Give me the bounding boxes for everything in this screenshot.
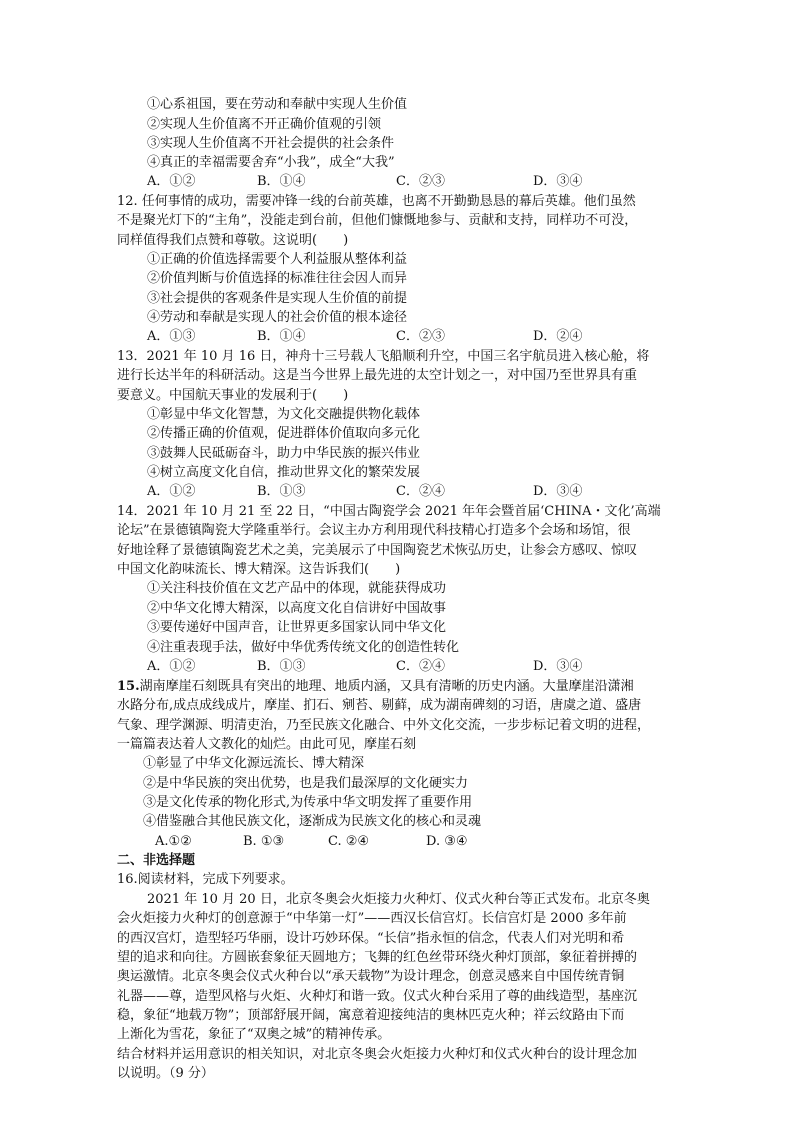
q16-material-line-2: 会火炬接力火种灯的创意源于“中华第一灯”——西汉长信宫灯。长信宫灯是 2000 多年前 bbox=[117, 911, 627, 926]
q13-option-4: ④树立高度文化自信，推动世界文化的繁荣发展 bbox=[147, 465, 421, 480]
q13-option-1: ①彰显中华文化智慧，为文化交融提供物化载体 bbox=[147, 407, 421, 422]
q13-stem-line-1: 13．2021 年 10 月 16 日，神舟十三号载人飞船顺利升空，中国三名宇航员进入核心舱，将 bbox=[117, 349, 650, 364]
q16-material-line-8: 上渐化为雪花，象征了“双奥之城”的精神传承。 bbox=[117, 1027, 391, 1042]
q15-stem-line-3: 气象、理学渊源、明清吏治，乃至民族文化融合、中外文化交流，一步步标记着文明的进程， bbox=[117, 718, 651, 733]
q12-option-3: ③社会提供的客观条件是实现人生价值的前提 bbox=[147, 291, 408, 306]
q11-option-4: ④真正的幸福需要舍弃“小我”，成全“大我” bbox=[147, 155, 395, 170]
q12-stem-line-1: 12. 任何事情的成功，需要冲锋一线的台前英雄，也离不开勤勤恳恳的幕后英雄。他们虽然 bbox=[117, 194, 636, 209]
q13-answer-a: A．①② bbox=[147, 484, 196, 499]
q16-material-line-7: 稳，象征“地载万物”；顶部舒展开阔，寓意着迎接纯洁的奥林匹克火种；祥云纹路由下而 bbox=[117, 1008, 625, 1023]
q14-option-1: ①关注科技价值在文艺产品中的体现，就能获得成功 bbox=[147, 581, 447, 596]
q12-answer-c: C．②③ bbox=[396, 329, 445, 344]
q12-stem-line-2: 不是聚光灯下的“主角”，没能走到台前，但他们慷慨地参与、贡献和支持，同样功不可没， bbox=[117, 213, 638, 228]
q13-stem-line-3: 要意义。中国航天事业的发展利于( ) bbox=[117, 388, 349, 403]
q15-stem-line-2: 水路分布,成点成线成片，摩崖、扪石、剜苔、剔藓，成为湖南碑刻的习语，唐虞之道、盛唐 bbox=[117, 698, 642, 713]
q11-option-1: ①心系祖国，要在劳动和奉献中实现人生价值 bbox=[147, 97, 408, 112]
q15-answer-b: B. ①③ bbox=[243, 834, 285, 849]
q14-option-3: ③要传递好中国声音，让世界更多国家认同中华文化 bbox=[147, 620, 447, 635]
q15-option-3: ③是文化传承的物化形式,为传承中华文明发挥了重要作用 bbox=[143, 795, 473, 810]
q11-answer-a: A．①② bbox=[147, 174, 196, 189]
q15-option-4: ④借鉴融合其他民族文化，逐渐成为民族文化的核心和灵魂 bbox=[143, 814, 482, 829]
q12-option-4: ④劳动和奉献是实现人的社会价值的根本途径 bbox=[147, 310, 408, 325]
q13-option-3: ③鼓舞人民砥砺奋斗，助力中华民族的振兴伟业 bbox=[147, 446, 421, 461]
q15-stem-first: 湖南摩崖石刻既具有突出的地理、地质内涵，又具有清晰的历史内涵。大量摩崖沿潇湘 bbox=[139, 679, 634, 694]
q11-answer-d: D．③④ bbox=[533, 174, 583, 189]
section-title: 二、非选择题 bbox=[117, 853, 196, 868]
q13-answer-b: B．①③ bbox=[257, 484, 306, 499]
q15-option-2: ②是中华民族的突出优势，也是我们最深厚的文化硬实力 bbox=[143, 776, 469, 791]
q12-answer-b: B．①④ bbox=[257, 329, 306, 344]
q16-question-line-1: 结合材料并运用意识的相关知识，对北京冬奥会火炬接力火种灯和仪式火种台的设计理念加 bbox=[117, 1047, 638, 1062]
q15-answer-a: A.①② bbox=[155, 834, 192, 849]
q16-intro: 16.阅读材料，完成下列要求。 bbox=[117, 872, 294, 887]
q16-material-line-1: 2021 年 10 月 20 日，北京冬奥会火炬接力火种灯、仪式火种台等正式发布。北京冬奥 bbox=[147, 892, 650, 907]
q12-option-1: ①正确的价值选择需要个人利益服从整体利益 bbox=[147, 252, 408, 267]
q16-material-line-5: 奥运激情。北京冬奥会仪式火种台以“承天载物”为设计理念，创意灵感来自中国传统青铜 bbox=[117, 969, 625, 984]
q14-option-2: ②中华文化博大精深，以高度文化自信讲好中国故事 bbox=[147, 601, 447, 616]
q14-answer-b: B．①③ bbox=[257, 659, 306, 674]
q14-answer-c: C．②④ bbox=[396, 659, 445, 674]
q15-answer-d: D. ③④ bbox=[426, 834, 468, 849]
q15-option-1: ①彰显了中华文化源远流长、博大精深 bbox=[143, 756, 365, 771]
q12-stem-line-3: 同样值得我们点赞和尊敬。这说明( ) bbox=[117, 233, 349, 248]
q16-material-line-3: 的西汉宫灯，造型轻巧华丽，设计巧妙环保。“长信”指永恒的信念，代表人们对光明和希 bbox=[117, 931, 625, 946]
q11-answer-b: B．①④ bbox=[257, 174, 306, 189]
q12-answer-d: D．②④ bbox=[533, 329, 583, 344]
q11-answer-c: C．②③ bbox=[396, 174, 445, 189]
q16-material-line-4: 望的追求和向往。方圆嵌套象征天圆地方；飞舞的红色丝带环绕火种灯顶部，象征着拼搏的 bbox=[117, 950, 638, 965]
q14-answer-a: A．①② bbox=[147, 659, 196, 674]
q11-option-3: ③实现人生价值离不开社会提供的社会条件 bbox=[147, 136, 395, 151]
q11-option-2: ②实现人生价值离不开正确价值观的引领 bbox=[147, 117, 382, 132]
q15-number: 15. bbox=[117, 679, 140, 694]
q13-answer-c: C．②④ bbox=[396, 484, 445, 499]
q15-stem-line-4: 一篇篇表达着人文教化的灿烂。由此可见，摩崖石刻 bbox=[117, 737, 417, 752]
q16-question-line-2: 以说明。（9 分） bbox=[117, 1066, 214, 1081]
q13-option-2: ②传播正确的价值观，促进群体价值取向多元化 bbox=[147, 426, 421, 441]
q13-stem-line-2: 进行长达半年的科研活动。这是当今世界上最先进的太空计划之一，对中国乃至世界具有重 bbox=[117, 368, 638, 383]
q14-stem-line-2: 论坛”在景德镇陶瓷大学隆重举行。会议主办方利用现代科技精心打造多个会场和场馆，很 bbox=[117, 523, 631, 538]
q14-stem-line-3: 好地诠释了景德镇陶瓷艺术之美，完美展示了中国陶瓷艺术恢弘历史，让参会方感叹、惊叹 bbox=[117, 543, 638, 558]
q13-answer-d: D．③④ bbox=[533, 484, 583, 499]
q14-option-4: ④注重表现手法，做好中华优秀传统文化的创造性转化 bbox=[147, 640, 460, 655]
q15-stem-line-1 bbox=[117, 678, 634, 696]
q12-answer-a: A．①③ bbox=[147, 329, 196, 344]
q15-answer-c: C. ②④ bbox=[328, 834, 370, 849]
q12-option-2: ②价值判断与价值选择的标准往往会因人而异 bbox=[147, 271, 408, 286]
q14-stem-line-1: 14．2021 年 10 月 21 至 22 日，“中国古陶瓷学会 2021 年年会暨首届‘CHINA・文化’高端 bbox=[117, 504, 661, 519]
q14-stem-line-4: 中国文化韵味流长、博大精深。这告诉我们( ) bbox=[117, 562, 401, 577]
q14-answer-d: D．③④ bbox=[533, 659, 583, 674]
q16-material-line-6: 礼器——尊，造型风格与火炬、火种灯和谐一致。仪式火种台采用了尊的曲线造型，基座沉 bbox=[117, 989, 638, 1004]
